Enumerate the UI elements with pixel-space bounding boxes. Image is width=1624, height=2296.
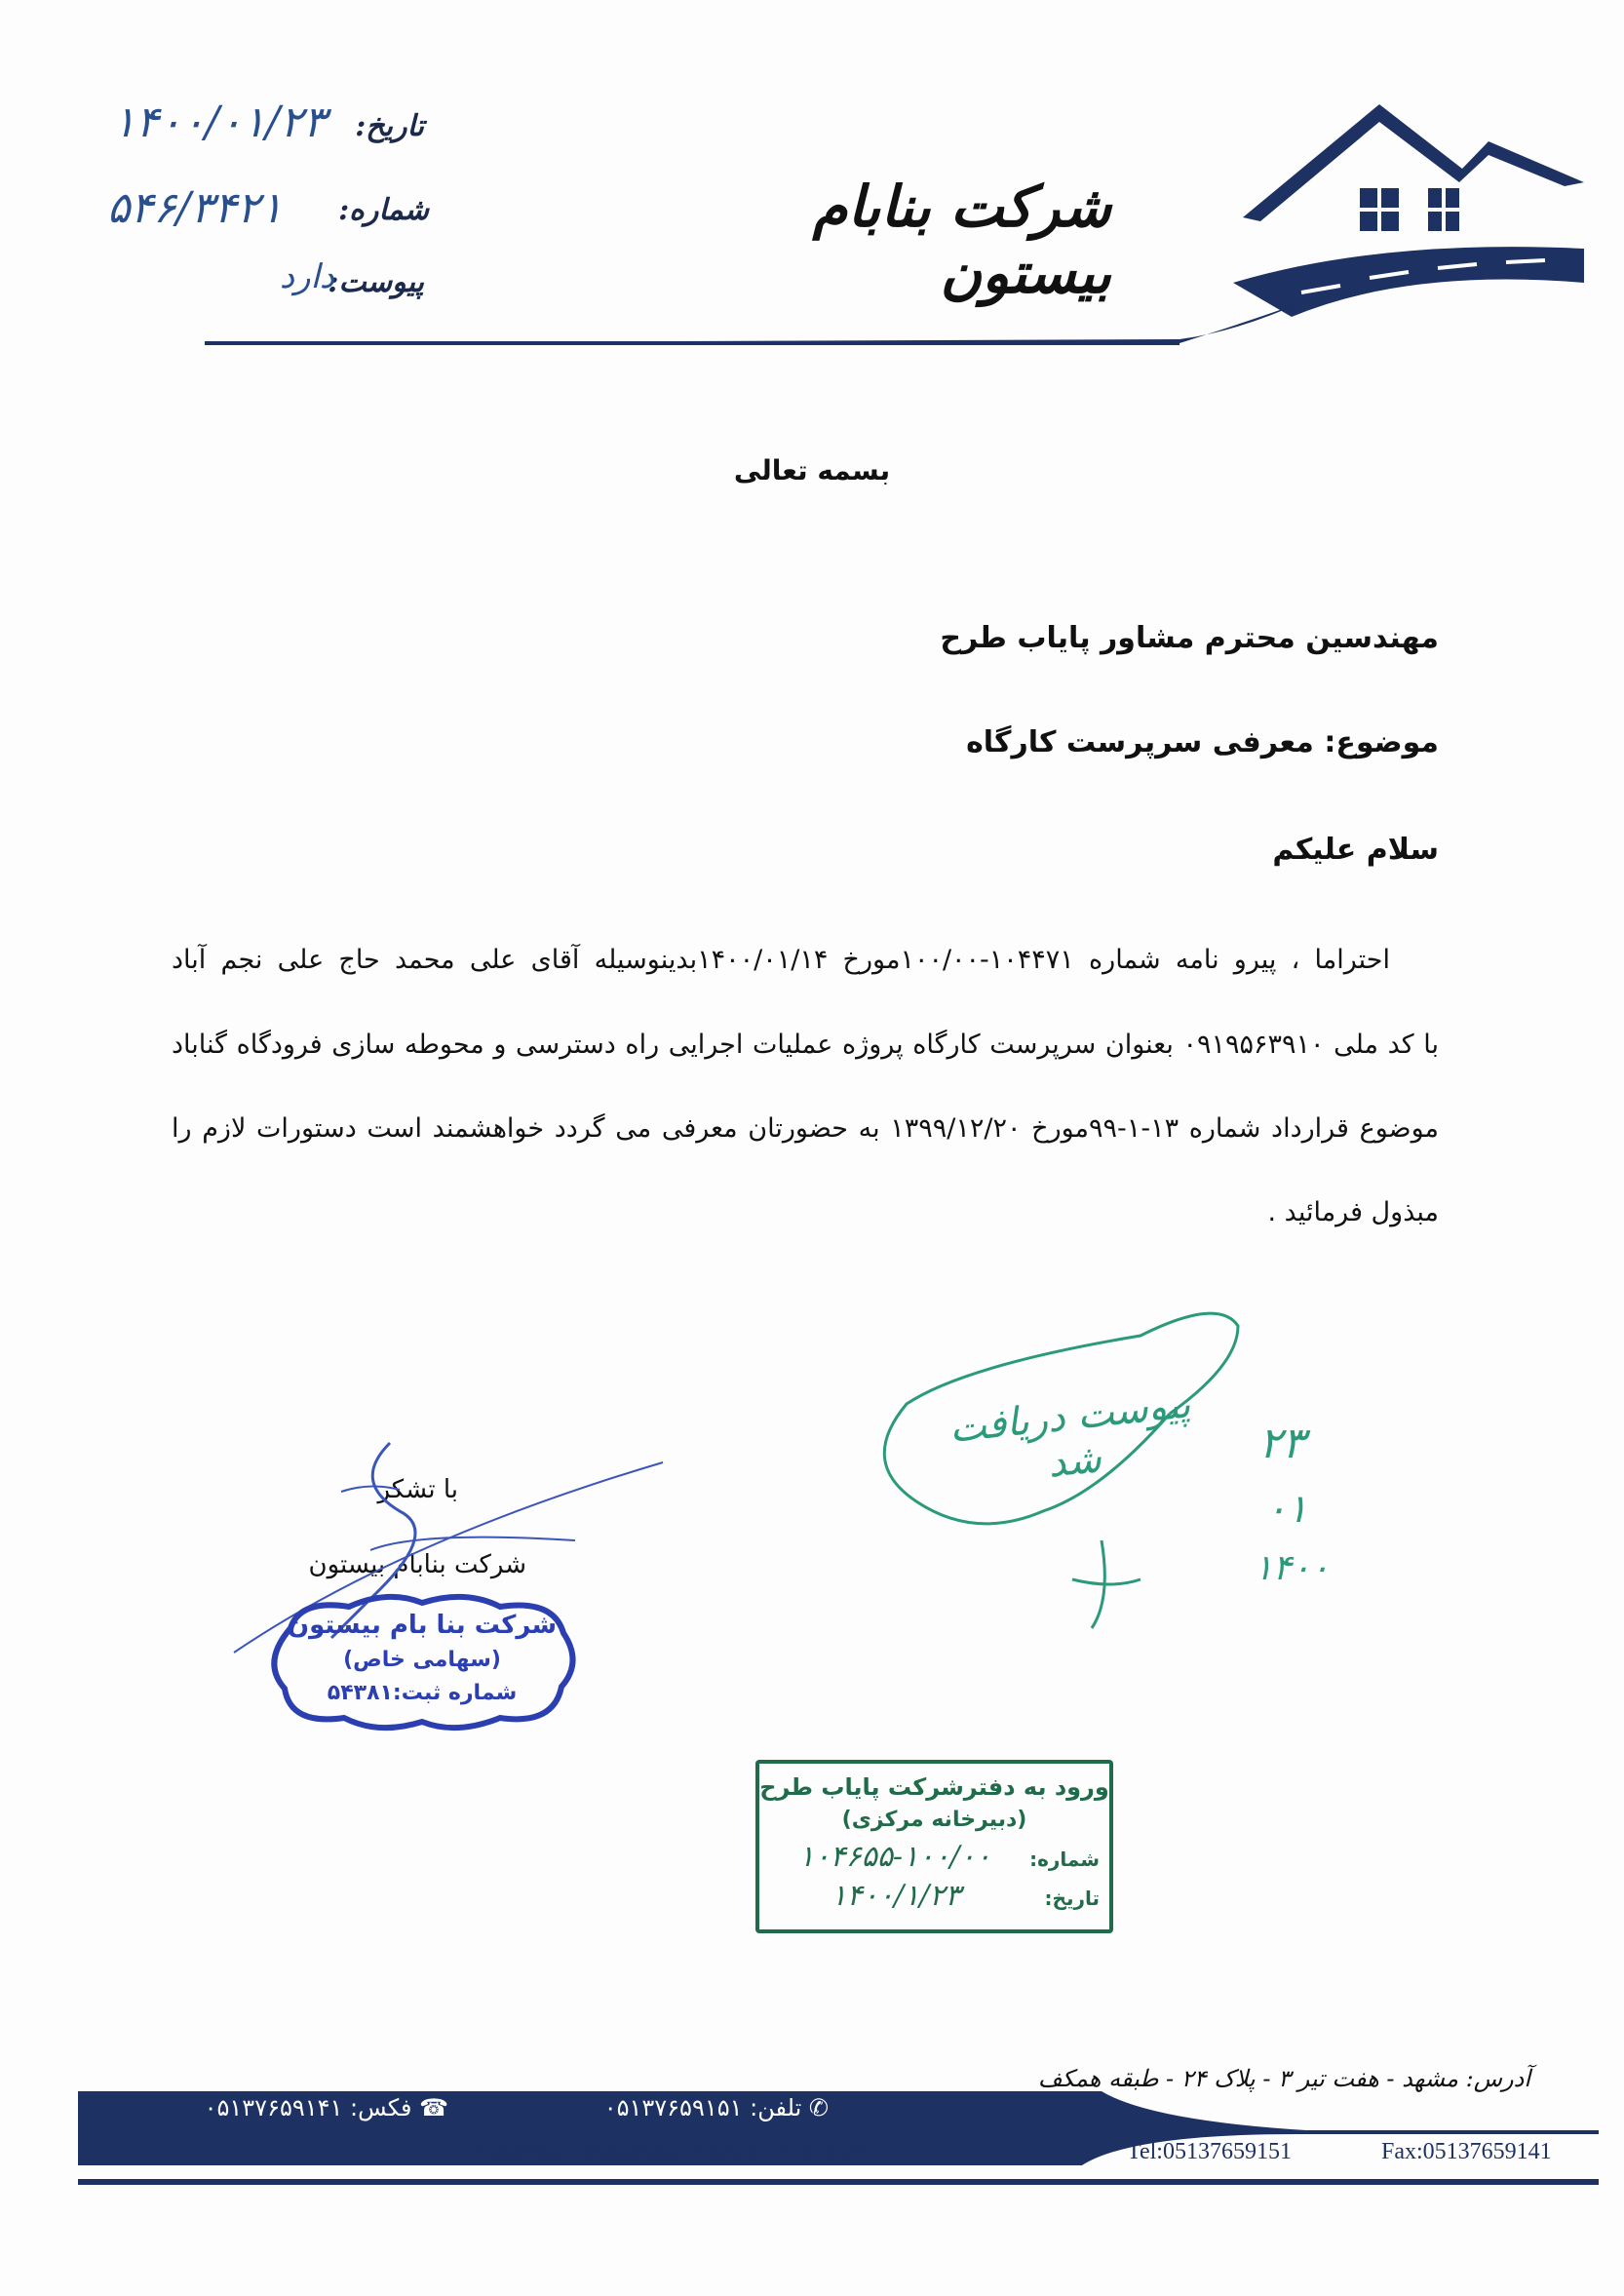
body-line-4: مبذول فرمائید . [1267,1197,1439,1227]
receipt-note-text: پیوست دریافت شد [947,1381,1193,1487]
footer-fax-fa [146,2094,448,2121]
house-logo-icon [1233,93,1594,327]
closing: با تشکر [377,1475,458,1504]
footer-fax-en: Fax:05137659141 [1381,2139,1552,2164]
body-line-3: موضوع قرارداد شماره ۱۳-۱-۹۹مورخ ۱۳۹۹/۱۲/۲۰ به حضورتان معرفی می گردد خواهشمند است دستورات لازم را [172,1113,1439,1144]
date-label: تاریخ: [355,109,424,143]
number-value: ۵۴۶/۳۴۲۱ [106,183,284,233]
footer-fax-fa-text: فکس: ۰۵۱۳۷۶۵۹۱۴۱ [204,2094,412,2121]
stamp-title: ورود به دفترشرکت پایاب طرح [759,1773,1109,1801]
fax-icon: ☎ [419,2094,448,2121]
number-label: شماره: [338,193,429,227]
company-name: شرکت بنابام بیستون [812,174,1111,306]
footer-phone-fa-text: تلفن: ۰۵۱۳۷۶۵۹۱۵۱ [603,2094,802,2121]
footer-address-fa: آدرس: مشهد - هفت تیر ۳ - پلاک ۲۴ - طبقه همکف [1037,2065,1530,2092]
footer-phone-fa [546,2094,829,2121]
stamp-date-label: تاریخ: [1044,1887,1100,1910]
body-line-2: با کد ملی ۰۹۱۹۵۶۳۹۱۰ بعنوان سرپرست کارگاه پروژه عملیات اجرایی راه دسترسی و محوطه سازی فرودگاه گناباد [172,1030,1440,1060]
letterhead [0,0,1624,361]
recipient: مهندسین محترم مشاور پایاب طرح [940,621,1439,655]
subject: موضوع: معرفی سرپرست کارگاه [966,725,1439,759]
signatory: شرکت بنابام بیستون [308,1550,526,1579]
company-seal [261,1589,583,1735]
body-line-1: احتراما ، پیرو نامه شماره ۱۰۴۴۷۱-۱۰۰/۰۰مورخ ۱۴۰۰/۰۱/۱۴بدینوسیله آقای علی محمد حاج علی نجم آباد [172,945,1390,975]
footer-address-en: Address : Mashhad-Haft tir 3 -No24 [470,2136,867,2166]
stamp-number-label: شماره: [1029,1848,1100,1871]
seal-line-1: شرکت بنا بام بیستون [287,1611,558,1640]
greeting: سلام علیکم [1272,833,1439,867]
seal-line-3: شماره ثبت:۵۴۳۸۱ [327,1681,518,1705]
attachment-label: پیوست: [328,265,424,299]
footer-tel-en: Tel:05137659151 [1127,2139,1292,2164]
receipt-day: ۲۳ [1258,1419,1305,1468]
attachment-value: دارد [279,257,335,296]
stamp-number-value: ۱۰۴۶۵۵-۱۰۰/۰۰ [798,1840,991,1874]
receipt-stamp [755,1760,1113,1933]
phone-icon: ✆ [808,2094,829,2121]
receipt-month: ۰۱ [1265,1487,1308,1532]
stamp-date-value: ۱۴۰۰/۱/۲۳ [831,1879,961,1913]
date-value: ۱۴۰۰/۰۱/۲۳ [112,97,327,147]
invocation: بسمه تعالی [733,454,891,486]
seal-line-2: (سهامی خاص) [343,1648,501,1672]
stamp-subtitle: (دبیرخانه مرکزی) [841,1808,1027,1832]
receipt-year: ۱۴۰۰ [1254,1548,1330,1588]
